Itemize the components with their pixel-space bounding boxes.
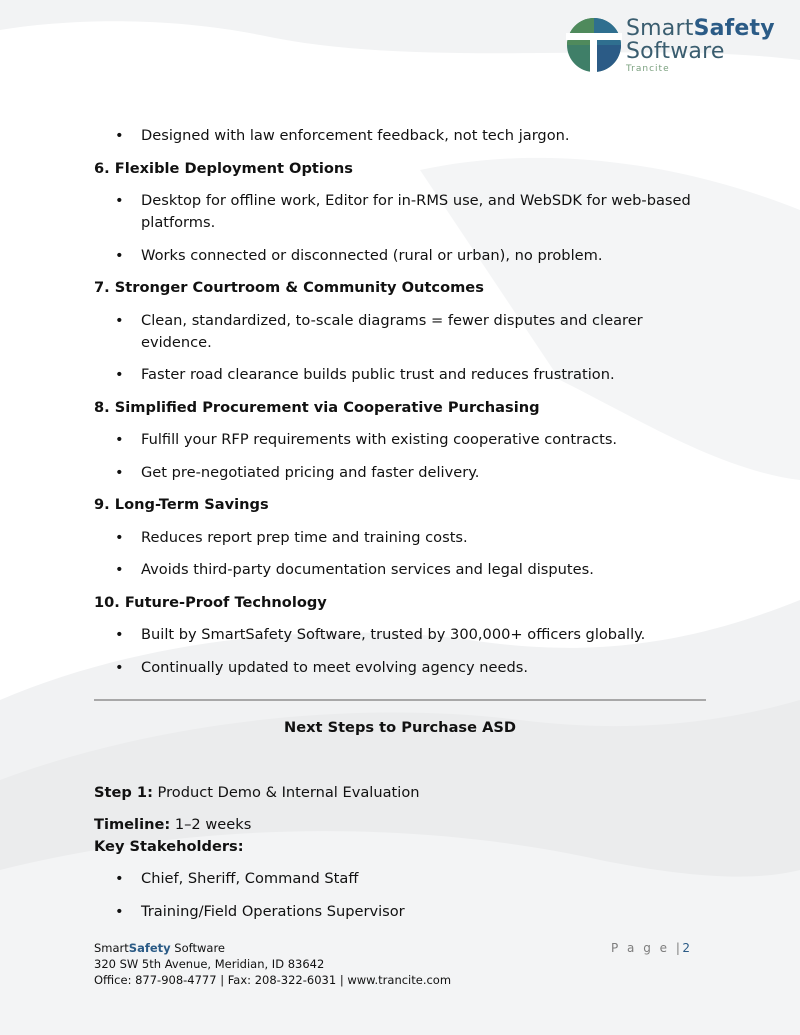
bullet-text: Desktop for offline work, Editor for in-RMS use, and WebSDK for web-based platforms.	[141, 192, 691, 231]
section-heading: 9. Long-Term Savings	[94, 496, 269, 513]
logo-text-safety: Safety	[693, 16, 775, 41]
footer-brand	[94, 940, 451, 956]
list-item	[94, 624, 714, 646]
bullet-icon: •	[115, 463, 124, 481]
step-1-label: Step 1:	[94, 783, 153, 801]
timeline-text: 1–2 weeks	[170, 815, 252, 833]
bullet-text: Avoids third-party documentation services and legal disputes.	[141, 561, 594, 578]
step-1-text: Product Demo & Internal Evaluation	[152, 783, 420, 801]
list-item	[94, 657, 714, 679]
timeline	[94, 814, 714, 836]
timeline-label: Timeline:	[94, 815, 171, 833]
bullet-icon: •	[115, 528, 124, 546]
bullet-icon: •	[115, 192, 124, 209]
bullet-icon: •	[115, 902, 124, 920]
list-item	[94, 429, 714, 451]
footer-brand-software: Software	[170, 941, 225, 955]
bullet-text: Reduces report prep time and training costs.	[141, 528, 468, 546]
list-item	[94, 868, 714, 890]
bullet-text: Continually updated to meet evolving agency needs.	[141, 658, 529, 676]
bullet-icon: •	[115, 311, 124, 329]
list-item	[94, 559, 714, 581]
list-item	[94, 125, 714, 147]
bullet-icon: •	[115, 658, 124, 676]
list-item	[94, 364, 714, 386]
bullet-icon: •	[115, 431, 124, 448]
footer-address: 320 SW 5th Avenue, Meridian, ID 83642	[94, 957, 325, 971]
bullet-icon: •	[115, 246, 124, 264]
bullet-text: Chief, Sheriff, Command Staff	[141, 870, 359, 887]
bullet-icon: •	[115, 366, 124, 383]
page-number	[611, 940, 690, 956]
list-item	[94, 527, 714, 549]
logo-text-smart: Smart	[626, 16, 694, 41]
section-heading: 7. Stronger Courtroom & Community Outcomes	[94, 279, 484, 296]
list-item	[94, 901, 714, 923]
bullet-text: Works connected or disconnected (rural or urban), no problem.	[141, 246, 603, 264]
section-heading: 8. Simplified Procurement via Cooperative Purchasing	[94, 398, 540, 416]
list-item	[94, 462, 714, 484]
bullet-icon: •	[115, 870, 124, 887]
logo-text-trancite: Trancite	[626, 64, 670, 74]
page-footer	[94, 940, 451, 988]
bullet-icon: •	[115, 127, 124, 144]
list-item	[94, 190, 714, 234]
bullet-text: Fulfill your RFP requirements with existing cooperative contracts.	[141, 431, 618, 448]
footer-brand-safety: Safety	[128, 941, 171, 955]
section-divider	[94, 699, 706, 701]
company-logo	[566, 14, 776, 76]
bullet-text: Training/Field Operations Supervisor	[141, 902, 405, 920]
list-item	[94, 245, 714, 267]
bullet-text: Designed with law enforcement feedback, not tech jargon.	[141, 127, 570, 144]
main-content	[94, 125, 714, 933]
stakeholders-label: Key Stakeholders:	[94, 837, 244, 855]
logo-text-software: Software	[626, 39, 725, 64]
section-heading: 6. Flexible Deployment Options	[94, 159, 353, 177]
bullet-text: Built by SmartSafety Software, trusted by 300,000+ officers globally.	[141, 626, 646, 643]
footer-contact: Office: 877-908-4777 | Fax: 208-322-6031 | www.trancite.com	[94, 973, 452, 987]
bullet-text: Get pre-negotiated pricing and faster delivery.	[141, 463, 480, 481]
page-label: P a g e |	[611, 941, 683, 955]
next-steps-title: Next Steps to Purchase ASD	[283, 718, 517, 736]
section-heading: 10. Future-Proof Technology	[94, 593, 327, 611]
logo-mark-icon	[566, 16, 622, 74]
bullet-text: Clean, standardized, to-scale diagrams = fewer disputes and clearer evidence.	[141, 311, 643, 351]
bullet-text: Faster road clearance builds public trust and reduces frustration.	[141, 366, 615, 383]
footer-brand-smart: Smart	[94, 941, 129, 955]
bullet-icon: •	[115, 561, 124, 578]
step-1	[94, 782, 714, 804]
list-item	[94, 310, 714, 354]
bullet-icon: •	[115, 626, 124, 643]
page-number-value: 2	[682, 941, 691, 955]
